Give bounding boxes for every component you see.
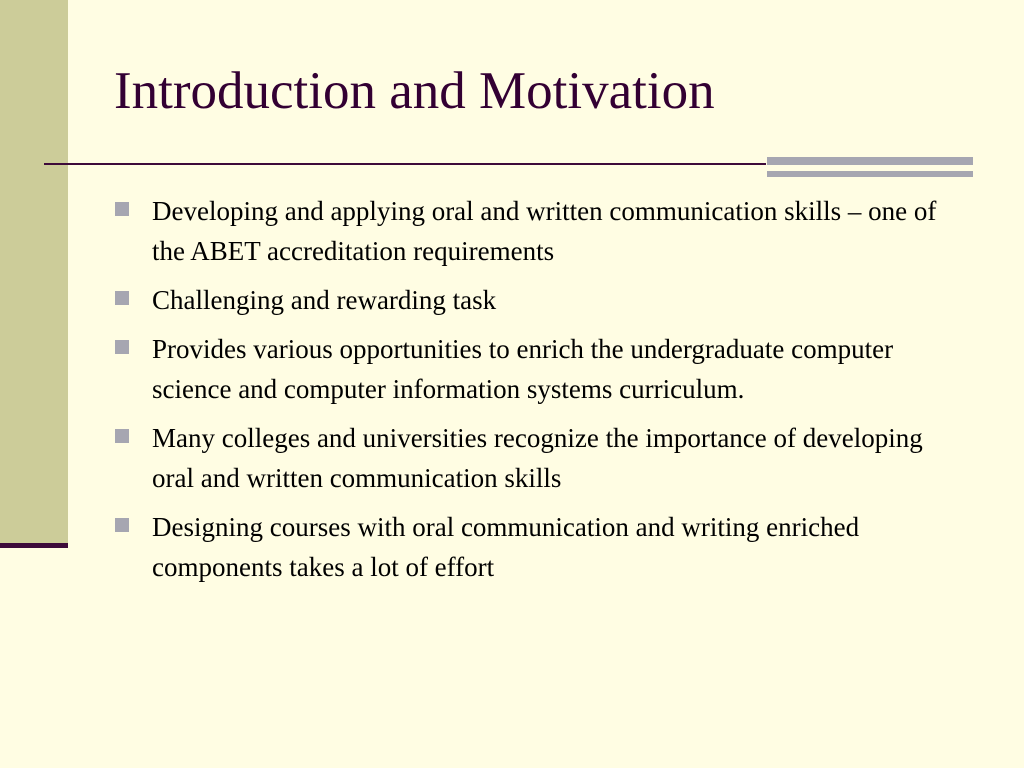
bullet-item xyxy=(115,191,965,271)
title-underline-rule xyxy=(44,163,766,165)
bullet-item xyxy=(115,329,965,409)
bullet-item xyxy=(115,418,965,498)
square-bullet-icon xyxy=(115,518,129,532)
bullet-item xyxy=(115,507,965,587)
bullet-text: Challenging and rewarding task xyxy=(152,285,497,315)
square-bullet-icon xyxy=(115,340,129,354)
square-bullet-icon xyxy=(115,429,129,443)
accent-bar-top xyxy=(767,157,973,165)
square-bullet-icon xyxy=(115,202,129,216)
slide-title: Introduction and Motivation xyxy=(114,62,715,120)
left-band-accent-bar xyxy=(0,543,68,548)
bullet-item xyxy=(115,280,965,320)
bullet-text: Provides various opportunities to enrich the undergraduate computer science and computer information systems curriculum. xyxy=(152,334,894,404)
bullet-text: Many colleges and universities recognize the importance of developing oral and written communication skills xyxy=(152,423,923,493)
square-bullet-icon xyxy=(115,291,129,305)
bullet-text: Designing courses with oral communication and writing enriched components takes a lot of effort xyxy=(152,512,860,582)
left-decorative-band xyxy=(0,0,68,545)
bullet-list xyxy=(115,191,965,596)
bullet-text: Developing and applying oral and written communication skills – one of the ABET accreditation requirements xyxy=(152,196,937,266)
accent-bar-bottom xyxy=(767,171,973,177)
